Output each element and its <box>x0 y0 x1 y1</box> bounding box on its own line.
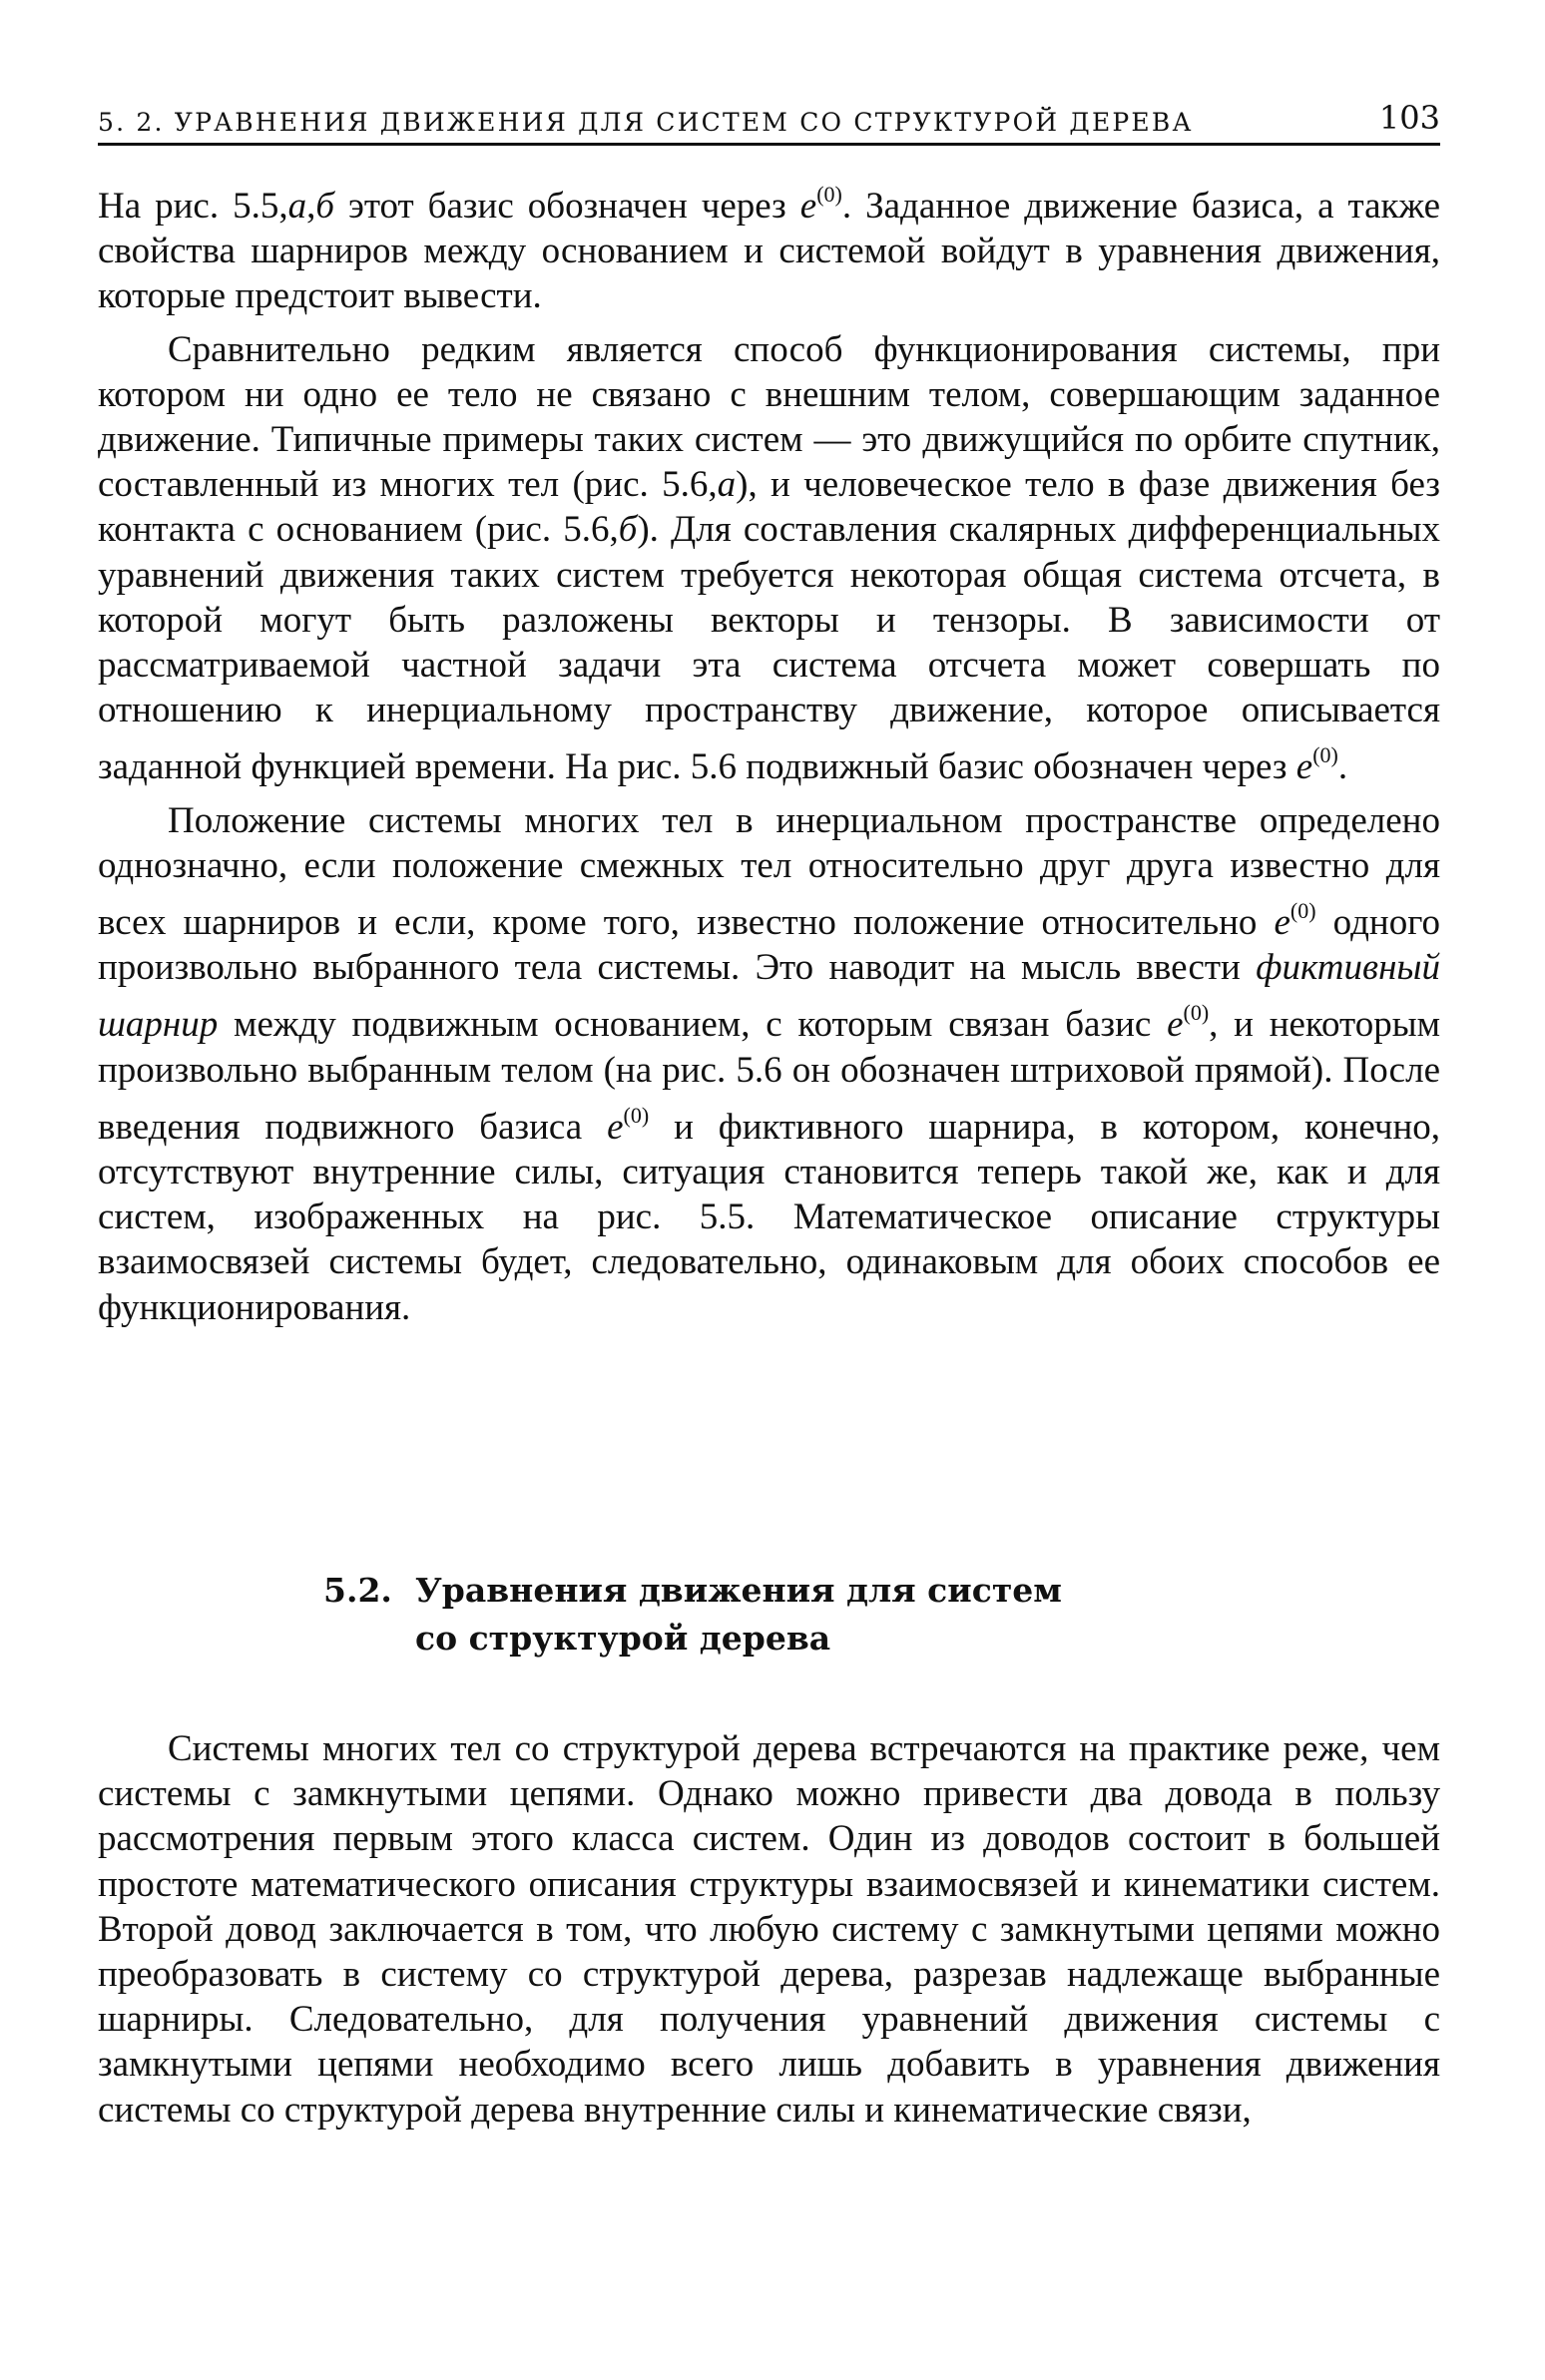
running-header <box>98 92 1440 146</box>
text-block-bottom <box>98 1726 1440 2133</box>
section-title-line1: Уравнения движения для систем <box>415 1571 1062 1610</box>
section-number: 5.2. <box>323 1571 392 1610</box>
basis-symbol: e <box>1274 902 1290 944</box>
paragraph-3: Положение системы многих тел в инерциальном пространстве определено однозначно, если положение смежных тел относительно друг друга известно для всех шарниров и если, кроме того, известно положение относительно $e^{(0)}$ одного произвольно выбранного тела системы. Это наводит на мысль ввести фиктивный шарнир между подвижным основанием, с которым связан базис $e^{(0)}$, и некоторым произвольно выбранным телом (на рис. 5.6 он обозначен штриховой прямой). После введения подвижного базиса $e^{(0)}$ и фиктивного шарнира, в котором, конечно, отсутствуют внутренние силы, ситуация становится теперь такой же, как и для систем, изображенных на рис. 5.5. Математическое описание структуры взаимосвязей системы будет, следовательно, одинаковым для обоих способов ее функционирования. <box>98 799 1441 1328</box>
section-heading <box>323 1567 1222 1663</box>
basis-symbol: e <box>607 1106 624 1148</box>
page-number: 103 <box>1378 99 1440 137</box>
section-title-line2: со структурой дерева <box>415 1619 831 1658</box>
text-block-top <box>98 172 1440 1330</box>
basis-symbol: e <box>1295 746 1313 788</box>
basis-symbol: e <box>1167 1004 1184 1046</box>
paragraph-1: На рис. 5.5,а,б этот базис обозначен через $e^{(0)}$. Заданное движение базиса, а также свойства шарниров между основанием и системой войдут в уравнения движения, которые предстоит вывести. <box>98 182 1440 317</box>
italic-term: фиктивный шарнир <box>98 947 1440 1046</box>
paragraph-4: Системы многих тел со структурой дерева встречаются на практике реже, чем системы с замкнутыми цепями. Однако можно привести два довода в пользу рассмотрения первым этого класса систем. Один из доводов состоит в большей простоте математического описания структуры взаимосвязей и кинематики систем. Второй довод заключается в том, что любую систему с замкнутыми цепями можно преобразовать в систему со структурой дерева, разрезав надлежаще выбранные шарниры. Следовательно, для получения уравнений движения системы с замкнутыми цепями необходимо всего лишь добавить в уравнения движения системы со структурой дерева внутренние силы и кинематические связи, <box>98 1728 1440 2131</box>
basis-symbol: e <box>799 186 817 227</box>
paragraph-2: Сравнительно редким является способ функционирования системы, при котором ни одно ее тело не связано с внешним телом, совершающим заданное движение. Типичные примеры таких систем — это движущийся по орбите спутник, составленный из многих тел (рис. 5.6,а), и человеческое тело в фазе движения без контакта с основанием (рис. 5.6,б). Для составления скалярных дифференциальных уравнений движения таких систем требуется некоторая общая система отсчета, в которой могут быть разложены векторы и тензоры. В зависимости от рассматриваемой частной задачи эта система отсчета может совершать по отношению к инерциальному пространству движение, которое описывается заданной функцией времени. На рис. 5.6 подвижный базис обозначен через $e^{(0)}$. <box>98 328 1440 788</box>
running-title: 5. 2. УРАВНЕНИЯ ДВИЖЕНИЯ ДЛЯ СИСТЕМ СО СТРУКТУРОЙ ДЕРЕВА <box>98 108 1194 137</box>
